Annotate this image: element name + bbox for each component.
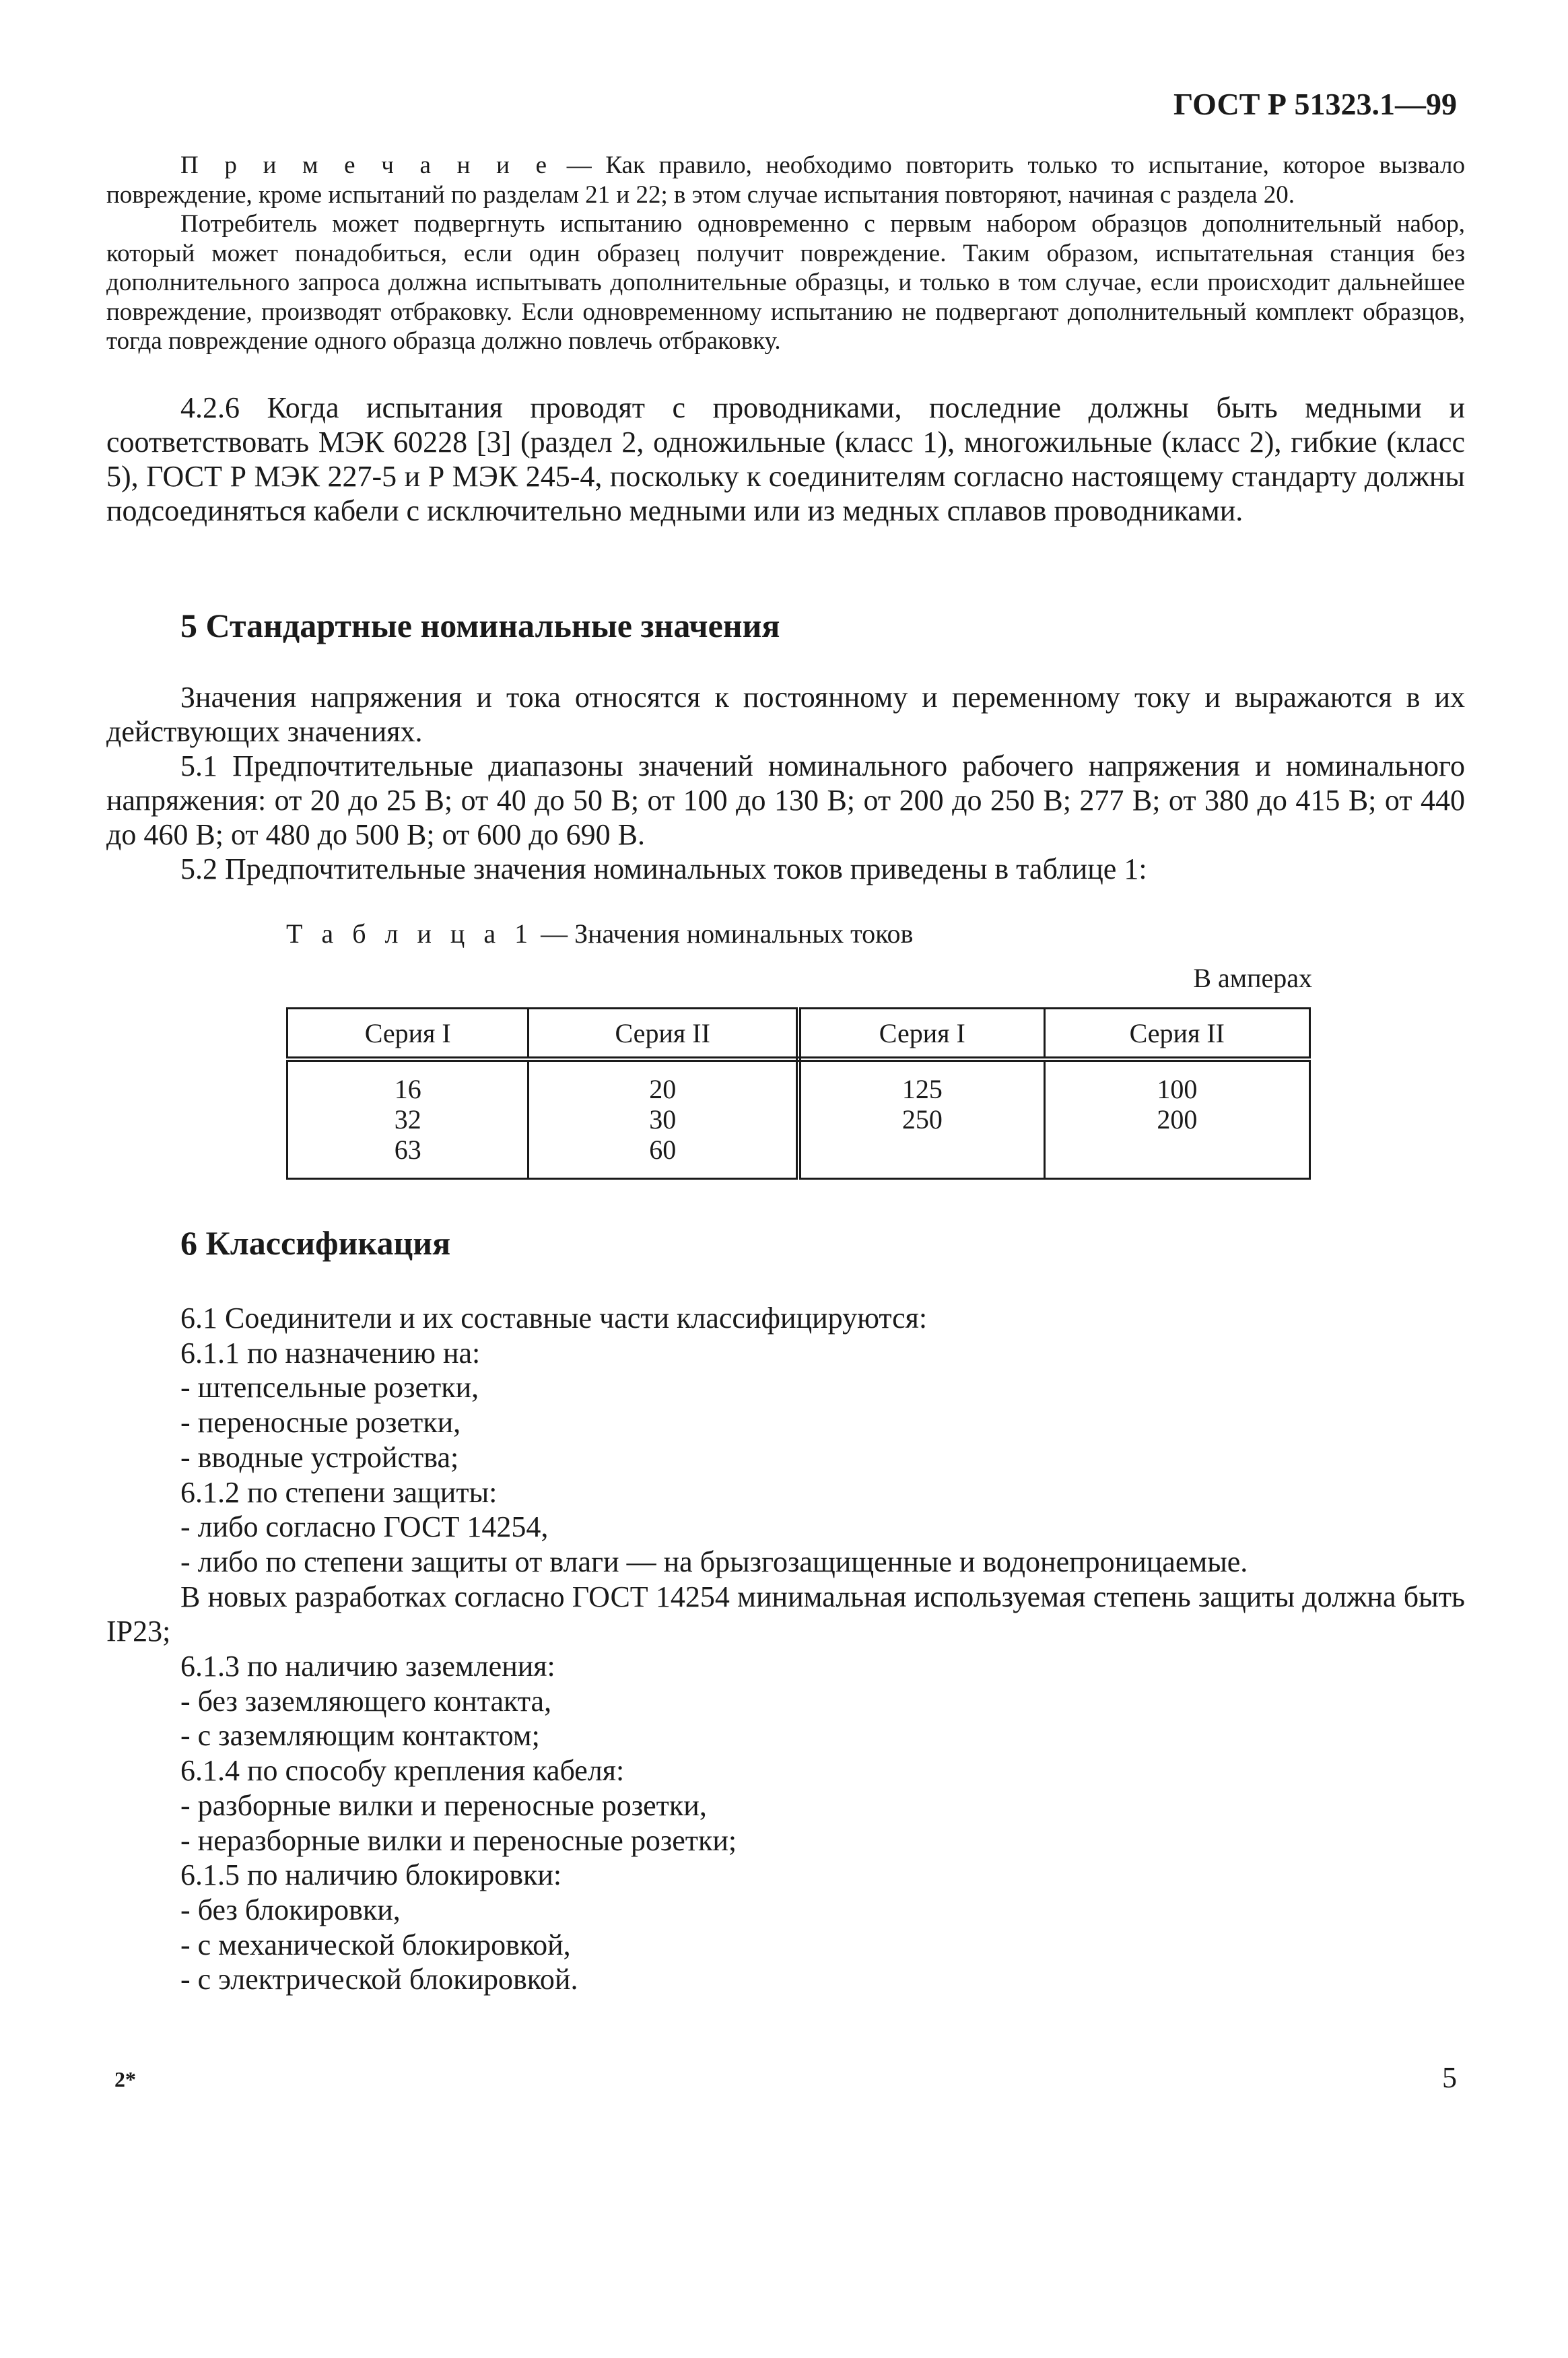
table-value: 16 bbox=[394, 1074, 421, 1104]
list-item: 6.1.2 по степени защиты: bbox=[180, 1475, 498, 1509]
table-header-cell: Серия II bbox=[1044, 1009, 1309, 1060]
section-6-list bbox=[106, 1301, 1465, 1997]
table-1-units: В амперах bbox=[1193, 963, 1312, 993]
table-cell bbox=[1044, 1059, 1309, 1179]
list-item: - вводные устройства; bbox=[180, 1440, 459, 1474]
list-item: - штепсельные розетки, bbox=[180, 1371, 479, 1405]
table-row bbox=[287, 1059, 1310, 1179]
table-cell bbox=[798, 1059, 1044, 1179]
paragraph-5-2: 5.2 Предпочтительные значения номинальных токов приведены в таблице 1: bbox=[180, 852, 1147, 885]
section-5-heading: 5 Стандартные номинальные значения bbox=[180, 607, 780, 644]
table-value: 63 bbox=[394, 1135, 421, 1165]
list-item: 6.1 Соединители и их составные части классифицируются: bbox=[180, 1302, 928, 1335]
table-value: 200 bbox=[1157, 1104, 1198, 1135]
table-cell bbox=[287, 1059, 529, 1179]
paragraph-5-1: 5.1 Предпочтительные диапазоны значений номинального рабочего напряжения и номинального напряжения: от 20 до 25 В; от 40 до 50 В; от 100 до 130 В; от 200 до 250 В; 277 В; от 380 до 415 В; от 440 до 460 В; от 480 до 500 В; от 600 до 690 В. bbox=[106, 749, 1465, 851]
list-item: В новых разработках согласно ГОСТ 14254 минимальная используемая степень защиты должна быть IP23; bbox=[106, 1580, 1465, 1648]
table-value: 60 bbox=[649, 1135, 677, 1165]
list-item: - переносные розетки, bbox=[180, 1406, 461, 1440]
list-item: - без блокировки, bbox=[180, 1893, 401, 1926]
section-5-intro: Значения напряжения и тока относятся к постоянному и переменному току и выражаются в их действующих значениях. bbox=[106, 681, 1465, 748]
list-item: 6.1.3 по наличию заземления: bbox=[180, 1650, 555, 1683]
note-block bbox=[106, 151, 1465, 356]
list-item: 6.1.1 по назначению на: bbox=[180, 1336, 481, 1370]
note-paragraph-2: Потребитель может подвергнуть испытанию одновременно с первым набором образцов дополнительный набор, который может понадобиться, если один образец получит повреждение. Таким образом, испытательная станция без дополнительного запроса должна испытывать дополнительные образцы, и только в том случае, если происходит дальнейшее повреждение, производят отбраковку. Если одновременному испытанию не подвергают дополнительный комплект образцов, тогда повреждение одного образца должно повлечь отбраковку. bbox=[106, 210, 1465, 355]
note-text-1: — Как правило, необходимо повторить только то испытание, которое вызвало повреждение, кроме испытаний по разделам 21 и 22; в этом случае испытания повторяют, начиная с раздела 20. bbox=[106, 151, 1465, 209]
table-header-cell: Серия I bbox=[287, 1009, 529, 1060]
list-item: 6.1.5 по наличию блокировки: bbox=[180, 1858, 562, 1892]
table-1-caption-text: — Значения номинальных токов bbox=[534, 918, 914, 949]
list-item: - с механической блокировкой, bbox=[180, 1928, 571, 1961]
list-item: - без заземляющего контакта, bbox=[180, 1684, 552, 1718]
table-value: 32 bbox=[394, 1104, 421, 1135]
table-1-caption bbox=[286, 918, 913, 949]
table-header-row bbox=[287, 1009, 1310, 1060]
page-number: 5 bbox=[1442, 2061, 1457, 2094]
list-item: - либо согласно ГОСТ 14254, bbox=[180, 1510, 549, 1544]
table-value: 20 bbox=[649, 1074, 677, 1104]
paragraph-4-2-6 bbox=[106, 391, 1465, 528]
document-code: ГОСТ Р 51323.1—99 bbox=[1173, 87, 1457, 121]
sheet-signature: 2* bbox=[114, 2067, 136, 2091]
list-item: 6.1.4 по способу крепления кабеля: bbox=[180, 1754, 625, 1788]
table-header-cell: Серия II bbox=[529, 1009, 798, 1060]
table-value: 250 bbox=[901, 1104, 943, 1135]
list-item: - либо по степени защиты от влаги — на брызгозащищенные и водонепроницаемые. bbox=[180, 1545, 1248, 1578]
table-1-caption-label: Т а б л и ц а 1 bbox=[286, 918, 535, 949]
table-1 bbox=[286, 1007, 1311, 1180]
list-item: - разборные вилки и переносные розетки, bbox=[180, 1788, 707, 1822]
table-value: 100 bbox=[1157, 1074, 1198, 1104]
list-item: - неразборные вилки и переносные розетки; bbox=[180, 1823, 737, 1857]
list-item: - с заземляющим контактом; bbox=[180, 1719, 540, 1753]
section-5-body bbox=[106, 680, 1465, 886]
list-item: - с электрической блокировкой. bbox=[180, 1963, 578, 1996]
table-value: 30 bbox=[649, 1104, 677, 1135]
section-6-heading: 6 Классификация bbox=[180, 1224, 451, 1262]
table-cell bbox=[529, 1059, 798, 1179]
note-label: П р и м е ч а н и е bbox=[180, 151, 553, 179]
note-paragraph-1 bbox=[106, 151, 1465, 209]
paragraph-4-2-6-text: 4.2.6 Когда испытания проводят с проводниками, последние должны быть медными и соответствовать МЭК 60228 [3] (раздел 2, одножильные (класс 1), многожильные (класс 2), гибкие (класс 5), ГОСТ Р МЭК 227-5 и Р МЭК 245-4, поскольку к соединителям согласно настоящему стандарту должны подсоединяться кабели с исключительно медными или из медных сплавов проводниками. bbox=[106, 391, 1465, 527]
table-header-cell: Серия I bbox=[798, 1009, 1044, 1060]
table-value: 125 bbox=[901, 1074, 943, 1104]
